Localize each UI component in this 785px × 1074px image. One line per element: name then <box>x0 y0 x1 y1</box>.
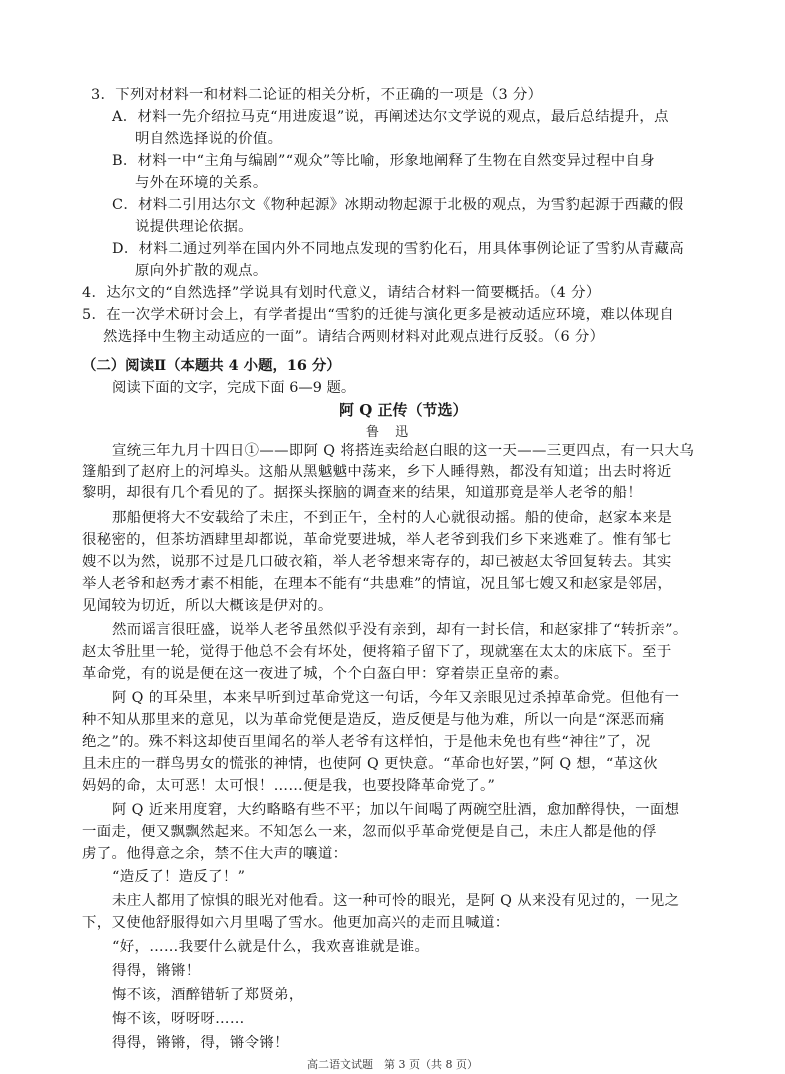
passage-line: 得得，锵锵！ <box>112 963 201 979</box>
page-footer: 高二语文试题 第 3 页（共 8 页） <box>307 1058 478 1071</box>
passage-line: 嫂不以为然，说那不过是几口破衣箱，举人老爷想来寄存的，却已被赵太爷回复转去。其实 <box>82 554 672 570</box>
passage-line: 得得，锵锵，得，锵令锵！ <box>112 1035 289 1051</box>
passage-line: 种不知从那里来的意见，以为革命党便是造反，造反便是与他为难，所以一向是“深恶而痛 <box>82 712 665 728</box>
q3-option-c-line2: 说提供理论依据。 <box>135 219 253 235</box>
q3-option-d-line1: D．材料二通过列举在国内外不同地点发现的雪豹化石，用具体事例论证了雪豹从青藏高 <box>112 241 685 257</box>
question-5-line1: 5．在一次学术研讨会上，有学者提出“雪豹的迁徙与演化更多是被动适应环境，难以体现自 <box>82 307 675 323</box>
passage-line: 宣统三年九月十四日①——即阿 Q 将搭连卖给赵白眼的这一天——三更四点，有一只大乌 <box>112 443 695 459</box>
question-5-line2: 然选择中生物主动适应的一面”。请结合两则材料对此观点进行反驳。（6 分） <box>103 329 605 345</box>
passage-line: “好，……我要什么就是什么，我欢喜谁就是谁。 <box>112 939 430 955</box>
passage-line: 虏了。他得意之余，禁不住大声的嚷道： <box>82 846 348 862</box>
passage-line: 妈妈的命，太可恶！太可恨！……便是我，也要投降革命党了。” <box>82 778 496 794</box>
passage-line: 见闻较为切近，所以大概该是伊对的。 <box>82 598 333 614</box>
passage-line: 绝之”的。殊不料这却使百里闻名的举人老爷有这样怕，于是他未免也有些“神往”了，况 <box>82 734 651 750</box>
q3-option-c-line1: C．材料二引用达尔文《物种起源》冰期动物起源于北极的观点，为雪豹起源于西藏的假 <box>112 197 684 213</box>
passage-title: 阿 Q 正传（节选） <box>339 401 468 419</box>
passage-line: 那船便将大不安载给了未庄，不到正午，全村的人心就很动摇。船的使命，赵家本来是 <box>112 510 673 526</box>
section-heading: （二）阅读Ⅱ（本题共 4 小题，16 分） <box>82 357 341 374</box>
q3-option-b-line1: B．材料一中“主角与编剧”“观众”等比喻，形象地阐释了生物在自然变异过程中自身 <box>112 153 655 169</box>
q3-option-d-line2: 原向外扩散的观点。 <box>135 263 268 279</box>
passage-line: 下，又使他舒服得如六月里喝了雪水。他更加高兴的走而且喊道： <box>82 915 510 931</box>
passage-line: 阿 Q 的耳朵里，本来早听到过革命党这一句话，今年又亲眼见过杀掉革命党。但他有一 <box>112 690 680 706</box>
section-instruction: 阅读下面的文字，完成下面 6—9 题。 <box>112 380 356 396</box>
passage-line: 阿 Q 近来用度窘，大约略略有些不平；加以午间喝了两碗空肚酒，愈加醉得快，一面想 <box>112 802 680 818</box>
q3-option-b-line2: 与外在环境的关系。 <box>135 175 268 191</box>
q3-option-a-line2: 明自然选择说的价值。 <box>135 131 283 147</box>
q3-option-a-line1: A．材料一先介绍拉马克“用进废退”说，再阐述达尔文学说的观点，最后总结提升，点 <box>112 109 669 125</box>
passage-line: 赵太爷肚里一轮，觉得于他总不会有坏处，便将箱子留下了，现就塞在太太的床底下。至于 <box>82 644 672 660</box>
passage-line: 举人老爷和赵秀才素不相能，在理本不能有“共患难”的情谊，况且邹七嫂又和赵家是邻居， <box>82 576 673 592</box>
passage-line: 未庄人都用了惊惧的眼光对他看。这一种可怜的眼光，是阿 Q 从来没有见过的，一见之 <box>112 893 680 909</box>
passage-line: 很秘密的，但茶坊酒肆里却都说，革命党要进城，举人老爷到我们乡下来逃难了。惟有邹七 <box>82 532 672 548</box>
passage-line: 然而谣言很旺盛，说举人老爷虽然似乎没有亲到，却有一封长信，和赵家排了“转折亲”。 <box>112 622 688 638</box>
question-3-stem: 3．下列对材料一和材料二论证的相关分析，不正确的一项是（3 分） <box>91 87 543 103</box>
passage-line: 悔不该，酒醉错斩了郑贤弟， <box>112 987 304 1003</box>
passage-author: 鲁 迅 <box>366 425 415 440</box>
passage-line: 且未庄的一群鸟男女的慌张的神情，也使阿 Q 更快意。“革命也好罢，”阿 Q 想，“革这伙 <box>82 756 658 772</box>
question-4: 4．达尔文的“自然选择”学说具有划时代意义，请结合材料一简要概括。（4 分） <box>82 285 601 301</box>
passage-line: 黎明，却很有几个看见的了。据探头探脑的调查来的结果，知道那竟是举人老爷的船！ <box>82 485 643 501</box>
passage-line: “造反了！造反了！” <box>112 869 246 885</box>
passage-line: 篷船到了赵府上的河埠头。这船从黑魆魆中荡来，乡下人睡得熟，都没有知道；出去时将近 <box>82 464 672 480</box>
passage-line: 一面走，便又飘飘然起来。不知怎么一来，忽而似乎革命党便是自己，未庄人都是他的俘 <box>82 824 657 840</box>
passage-line: 革命党，有的说是便在这一夜进了城，个个白盔白甲：穿着崇正皇帝的素。 <box>82 666 569 682</box>
passage-line: 悔不该，呀呀呀…… <box>112 1011 245 1027</box>
